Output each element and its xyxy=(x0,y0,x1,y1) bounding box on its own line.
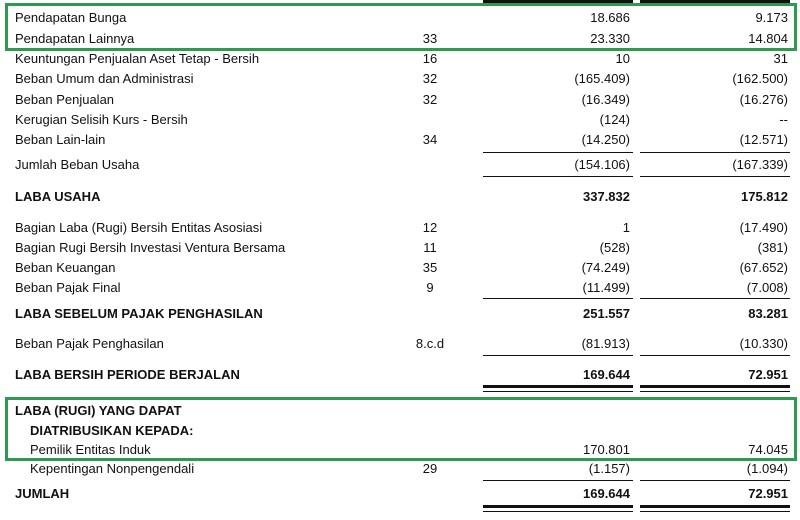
row-value-prior: 31 xyxy=(773,51,788,66)
row-value-current: 10 xyxy=(615,51,630,66)
row-value-current: (165.409) xyxy=(574,71,630,86)
statement-row xyxy=(0,258,800,278)
row-label: Beban Pajak Penghasilan xyxy=(15,336,164,351)
double-rule-col2-lower xyxy=(640,391,790,392)
double-rule-col2-lower xyxy=(640,511,790,512)
double-rule-col1 xyxy=(483,385,633,388)
row-value-prior: 14.804 xyxy=(748,31,788,46)
row-value-prior: -- xyxy=(779,112,788,127)
row-label: JUMLAH xyxy=(15,486,70,501)
row-value-prior: 9.173 xyxy=(755,10,788,25)
row-value-current: (528) xyxy=(599,240,630,255)
row-label: LABA BERSIH PERIODE BERJALAN xyxy=(15,367,240,382)
row-label: Kepentingan Nonpengendali xyxy=(30,461,195,476)
statement-row xyxy=(0,365,800,385)
highlight-box-income xyxy=(5,3,797,51)
row-value-current: (74.249) xyxy=(581,260,630,275)
row-value-prior: 175.812 xyxy=(741,189,788,204)
row-value-current: 23.330 xyxy=(590,31,630,46)
statement-row xyxy=(0,49,800,69)
statement-row xyxy=(0,187,800,207)
row-note: 34 xyxy=(422,132,438,147)
statement-row xyxy=(0,90,800,110)
subtotal-rule-col1 xyxy=(483,480,633,481)
statement-row xyxy=(0,238,800,258)
row-value-prior: 72.951 xyxy=(748,486,788,501)
row-label: LABA USAHA xyxy=(15,189,101,204)
row-value-current: 169.644 xyxy=(583,486,630,501)
row-label: Beban Keuangan xyxy=(15,260,116,275)
row-note: 9 xyxy=(426,280,434,295)
row-value-current: (14.250) xyxy=(581,132,630,147)
double-rule-col1-lower xyxy=(483,391,633,392)
statement-row xyxy=(0,218,800,238)
row-value-prior: 72.951 xyxy=(748,367,788,382)
row-label: LABA SEBELUM PAJAK PENGHASILAN xyxy=(15,306,263,321)
row-value-prior: (7.008) xyxy=(746,280,788,295)
row-value-prior: (1.094) xyxy=(746,461,788,476)
row-note: 35 xyxy=(422,260,438,275)
subtotal-rule-col1 xyxy=(483,355,633,356)
row-label: Beban Lain-lain xyxy=(15,132,106,147)
row-note: 8.c.d xyxy=(415,336,445,351)
row-label: LABA (RUGI) YANG DAPAT xyxy=(15,403,182,418)
row-label: Jumlah Beban Usaha xyxy=(15,157,140,172)
row-label: Beban Penjualan xyxy=(15,92,115,107)
row-value-prior: (162.500) xyxy=(732,71,788,86)
row-label: Bagian Laba (Rugi) Bersih Entitas Asosiasi xyxy=(15,220,263,235)
row-label: Beban Umum dan Administrasi xyxy=(15,71,194,86)
row-value-prior: (17.490) xyxy=(739,220,788,235)
highlight-box-attribution xyxy=(5,397,797,461)
double-rule-col2 xyxy=(640,505,790,508)
statement-row xyxy=(0,110,800,130)
subtotal-rule-col1 xyxy=(483,152,633,153)
row-note: 33 xyxy=(422,31,438,46)
statement-row xyxy=(0,278,800,298)
row-note: 29 xyxy=(422,461,438,476)
row-value-current: 1 xyxy=(622,220,630,235)
row-value-prior: 74.045 xyxy=(748,442,788,457)
row-value-prior: (16.276) xyxy=(739,92,788,107)
row-value-prior: (381) xyxy=(757,240,788,255)
row-label: Pemilik Entitas Induk xyxy=(30,442,151,457)
row-value-prior: (10.330) xyxy=(739,336,788,351)
row-label: Kerugian Selisih Kurs - Bersih xyxy=(15,112,188,127)
row-value-current: 169.644 xyxy=(583,367,630,382)
row-note: 12 xyxy=(422,220,438,235)
row-value-current: (1.157) xyxy=(588,461,630,476)
row-note: 16 xyxy=(422,51,438,66)
subtotal-rule-col1 xyxy=(483,298,633,299)
row-value-prior: (167.339) xyxy=(732,157,788,172)
statement-row xyxy=(0,334,800,354)
double-rule-col2 xyxy=(640,385,790,388)
row-value-current: (81.913) xyxy=(581,336,630,351)
row-note: 32 xyxy=(422,92,438,107)
subtotal-rule-col2 xyxy=(640,298,790,299)
row-note: 11 xyxy=(423,240,437,255)
statement-row xyxy=(0,484,800,504)
subtotal-rule-col2 xyxy=(640,152,790,153)
subtotal-rule-col1 xyxy=(483,176,633,177)
row-value-current: (124) xyxy=(599,112,630,127)
row-label: Beban Pajak Final xyxy=(15,280,121,295)
row-value-prior: (67.652) xyxy=(739,260,788,275)
row-value-current: (154.106) xyxy=(574,157,630,172)
statement-row xyxy=(0,69,800,89)
row-label: Pendapatan Lainnya xyxy=(15,31,135,46)
row-value-current: 170.801 xyxy=(583,442,630,457)
row-value-current: 337.832 xyxy=(583,189,630,204)
statement-row xyxy=(0,459,800,479)
statement-row xyxy=(0,304,800,324)
row-label: Bagian Rugi Bersih Investasi Ventura Bersama xyxy=(15,240,286,255)
row-label: DIATRIBUSIKAN KEPADA: xyxy=(30,423,194,438)
row-value-current: (16.349) xyxy=(581,92,630,107)
double-rule-col1-lower xyxy=(483,511,633,512)
statement-row xyxy=(0,155,800,175)
row-value-current: 251.557 xyxy=(583,306,630,321)
row-value-prior: 83.281 xyxy=(748,306,788,321)
row-value-prior: (12.571) xyxy=(739,132,788,147)
subtotal-rule-col2 xyxy=(640,355,790,356)
double-rule-col1 xyxy=(483,505,633,508)
row-value-current: (11.499) xyxy=(582,280,630,295)
subtotal-rule-col2 xyxy=(640,480,790,481)
row-label: Keuntungan Penjualan Aset Tetap - Bersih xyxy=(15,51,260,66)
row-note: 32 xyxy=(422,71,438,86)
statement-row xyxy=(0,130,800,150)
row-value-current: 18.686 xyxy=(590,10,630,25)
row-label: Pendapatan Bunga xyxy=(15,10,127,25)
subtotal-rule-col2 xyxy=(640,176,790,177)
